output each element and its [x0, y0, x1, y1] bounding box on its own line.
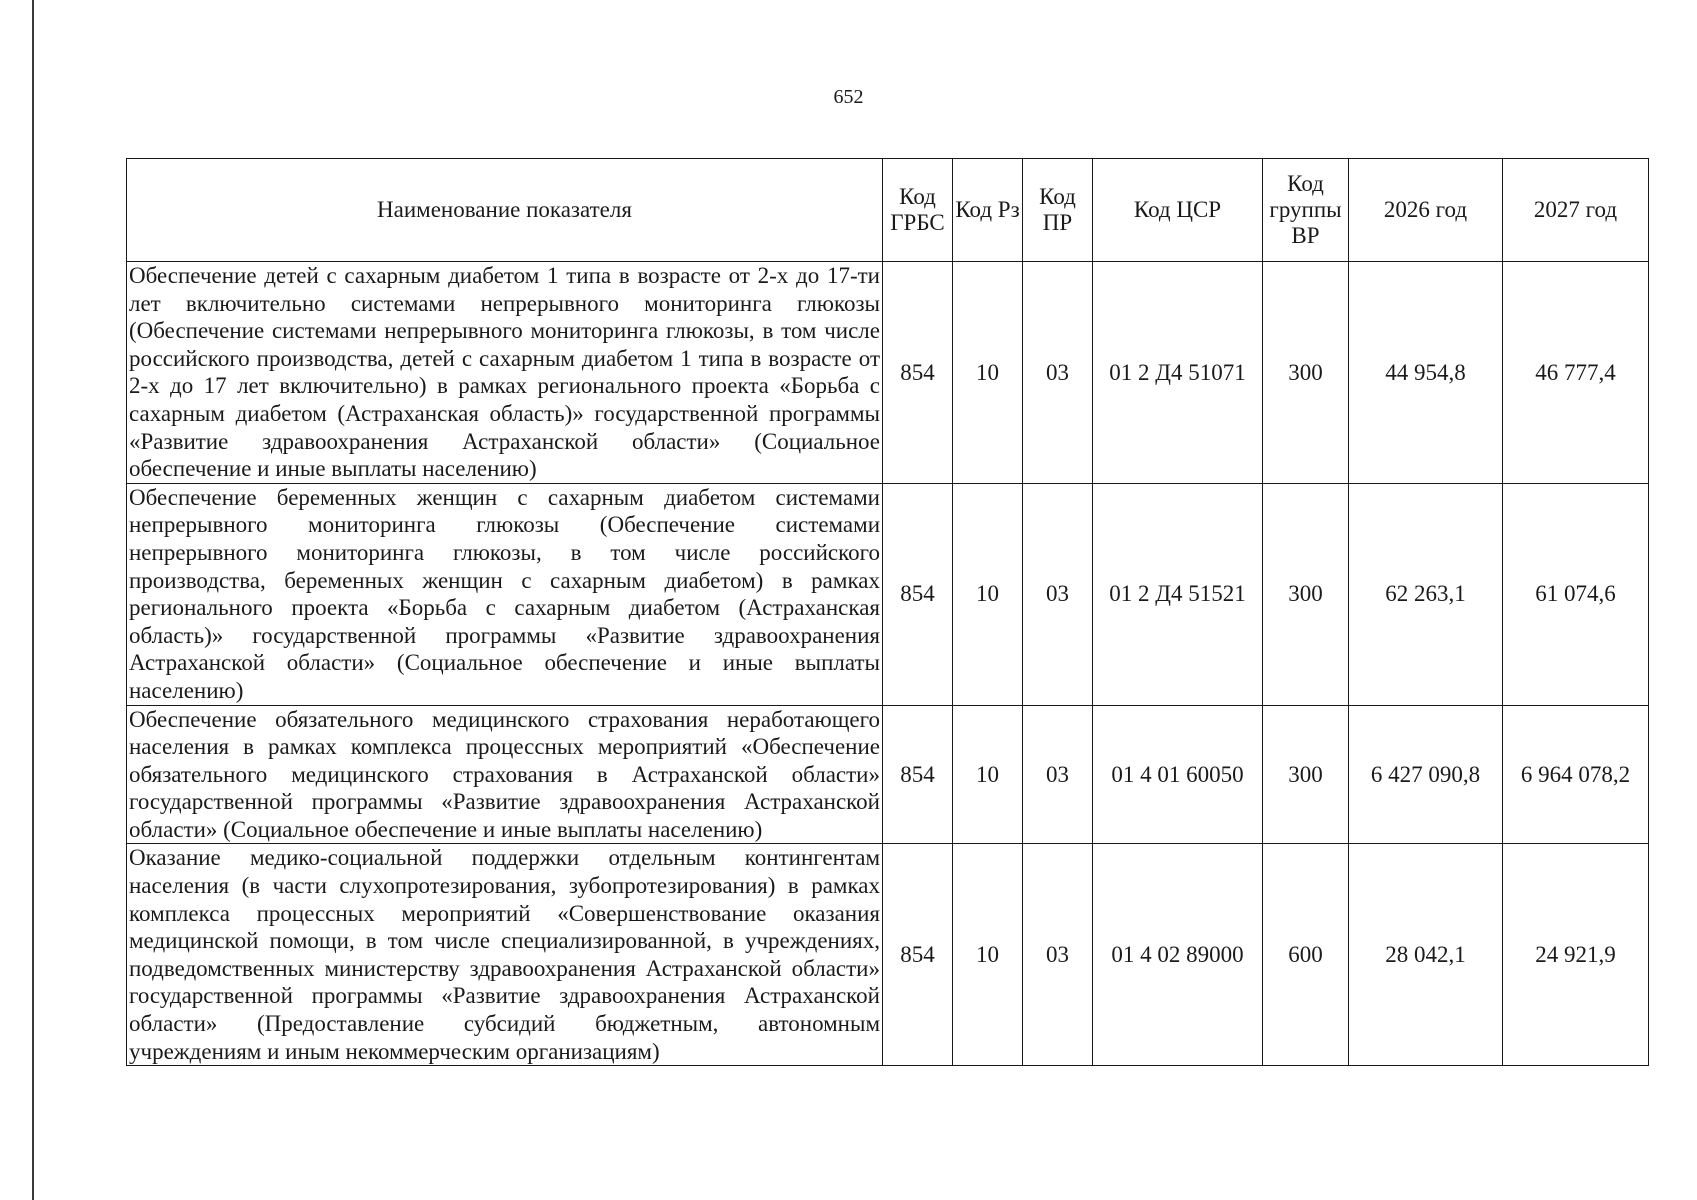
header-2027: 2027 год: [1503, 159, 1649, 262]
row-2026: 6 427 090,8: [1349, 705, 1503, 844]
header-rz: Код Рз: [953, 159, 1023, 262]
binding-margin-line: [32, 0, 34, 1200]
row-grbs: 854: [883, 483, 953, 705]
row-2027: 6 964 078,2: [1503, 705, 1649, 844]
header-name: Наименование показателя: [127, 159, 883, 262]
table-row: [127, 483, 1649, 705]
row-name: Оказание медико-социальной поддержки отдельным контингентам населения (в части слухопротезирования, зубопротезирования) в рамках комплекса процессных мероприятий «Совершенствование оказания медицинской помощи, в том числе специализированной, в учреждениях, подведомственных министерству здравоохранения Астраханской области» государственной программы «Развитие здравоохранения Астраханской области» (Предоставление субсидий бюджетным, автономным учреждениям и иным некоммерческим организациям): [127, 844, 883, 1066]
page-number: 652: [833, 86, 864, 108]
row-name: Обеспечение обязательного медицинского страхования неработающего населения в рамках комплекса процессных мероприятий «Обеспечение обязательного медицинского страхования в Астраханской области» государственной программы «Развитие здравоохранения Астраханской области» (Социальное обеспечение и иные выплаты населению): [127, 705, 883, 844]
header-2026: 2026 год: [1349, 159, 1503, 262]
header-vr: Код группы ВР: [1263, 159, 1349, 262]
row-2027: 24 921,9: [1503, 844, 1649, 1066]
row-2026: 28 042,1: [1349, 844, 1503, 1066]
row-2026: 44 954,8: [1349, 262, 1503, 484]
row-2027: 46 777,4: [1503, 262, 1649, 484]
table-header-row: [127, 159, 1649, 262]
row-rz: 10: [953, 844, 1023, 1066]
header-pr: Код ПР: [1023, 159, 1093, 262]
row-csr: 01 2 Д4 51521: [1093, 483, 1263, 705]
row-csr: 01 2 Д4 51071: [1093, 262, 1263, 484]
row-pr: 03: [1023, 844, 1093, 1066]
row-pr: 03: [1023, 705, 1093, 844]
row-rz: 10: [953, 705, 1023, 844]
row-vr: 300: [1263, 262, 1349, 484]
row-2026: 62 263,1: [1349, 483, 1503, 705]
row-name: Обеспечение детей с сахарным диабетом 1 типа в возрасте от 2-х до 17-ти лет включительно системами непрерывного мониторинга глюкозы (Обеспечение системами непрерывного мониторинга глюкозы, в том числе российского производства, детей с сахарным диабетом 1 типа в возрасте от 2-х до 17 лет включительно) в рамках регионального проекта «Борьба с сахарным диабетом (Астраханская область)» государственной программы «Развитие здравоохранения Астраханской области» (Социальное обеспечение и иные выплаты населению): [127, 262, 883, 484]
row-csr: 01 4 02 89000: [1093, 844, 1263, 1066]
row-name: Обеспечение беременных женщин с сахарным диабетом системами непрерывного мониторинга глюкозы (Обеспечение системами непрерывного мониторинга глюкозы, в том числе российского производства, беременных женщин с сахарным диабетом) в рамках регионального проекта «Борьба с сахарным диабетом (Астраханская область)» государственной программы «Развитие здравоохранения Астраханской области» (Социальное обеспечение и иные выплаты населению): [127, 483, 883, 705]
row-pr: 03: [1023, 483, 1093, 705]
row-grbs: 854: [883, 705, 953, 844]
header-grbs: Код ГРБС: [883, 159, 953, 262]
row-grbs: 854: [883, 262, 953, 484]
row-vr: 600: [1263, 844, 1349, 1066]
row-pr: 03: [1023, 262, 1093, 484]
table-row: [127, 844, 1649, 1066]
header-csr: Код ЦСР: [1093, 159, 1263, 262]
table-row: [127, 262, 1649, 484]
row-vr: 300: [1263, 483, 1349, 705]
row-csr: 01 4 01 60050: [1093, 705, 1263, 844]
row-vr: 300: [1263, 705, 1349, 844]
row-2027: 61 074,6: [1503, 483, 1649, 705]
budget-table: [126, 158, 1649, 1066]
row-rz: 10: [953, 262, 1023, 484]
table-row: [127, 705, 1649, 844]
row-grbs: 854: [883, 844, 953, 1066]
row-rz: 10: [953, 483, 1023, 705]
